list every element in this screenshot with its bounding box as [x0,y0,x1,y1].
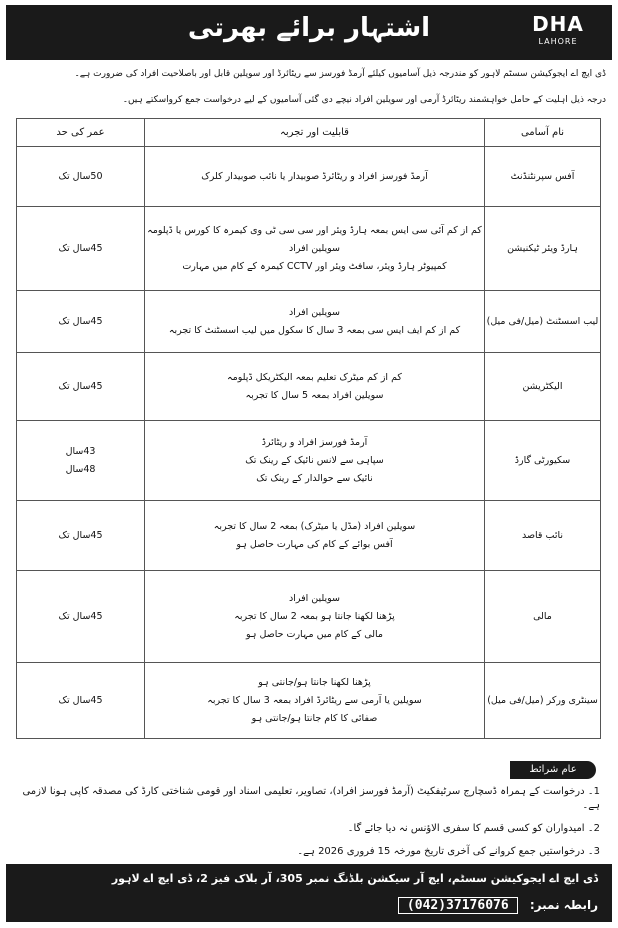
qualification-line: سویلین یا آرمی سے ریٹائرڈ افراد بمعہ 3 سال کا تجربہ [207,694,422,706]
age-value: 45سال تک [58,529,103,541]
age-value: 45سال تک [58,380,103,392]
age-value: 43سال [65,445,96,457]
qualification-line: کمپیوٹر ہارڈ ویئر، سافٹ ویئر اور CCTV کیمرہ کے کام میں مہارت [182,260,447,272]
qualification-line: کم از کم ایف ایس سی بمعہ 3 سال کا سکول میں لیب اسسٹنٹ کا تجربہ [168,324,461,336]
qualification-line: پڑھنا لکھنا جانتا ہو/جانتی ہو [258,676,371,688]
age-limit [17,501,145,571]
age-value: 45سال تک [58,315,103,327]
contact-label: رابطہ نمبر: [529,898,598,912]
post-name: لیب اسسٹنٹ (میل/فی میل) [485,291,601,353]
post-name: سینٹری ورکر (میل/فی میل) [485,663,601,739]
qualification-line: سویلین افراد [288,592,341,604]
qualification-line: نائیک سے حوالدار کے رینک تک [256,472,373,484]
age-limit [17,663,145,739]
table-header-row [17,119,601,147]
footer-banner [6,864,612,922]
post-name: الیکٹریشن [485,353,601,421]
qualification-cell [145,571,485,663]
qualification-line: پڑھنا لکھنا جانتا ہو بمعہ 2 سال کا تجربہ [234,610,395,622]
qualification-line: سویلین افراد [288,242,341,254]
post-name: ہارڈ ویئر ٹیکنیشن [485,207,601,291]
header-age: عمر کی حد [17,119,145,147]
qualification-cell [145,663,485,739]
page-title: اشتہار برائے بھرتی [187,13,431,43]
qualification-cell [145,353,485,421]
table-row [17,207,601,291]
age-value: 45سال تک [58,610,103,622]
qualification-line: آفس بوائے کے کام کی مہارت حاصل ہو [236,538,393,550]
intro-line-1: ڈی ایچ اے ایجوکیشن سسٹم لاہور کو مندرجہ ذیل آسامیوں کیلئے آرمڈ فورسز سے ریٹائرڈ اور سویلین قابل اور باصلاحیت افراد کی ضرورت ہے۔ [74,69,606,79]
footer-contact [20,897,598,914]
qualification-line: سویلین افراد (مڈل یا میٹرک) بمعہ 2 سال کا تجربہ [213,520,416,532]
post-name: آفس سپرنٹنڈنٹ [485,147,601,207]
qualification-line: کم از کم میٹرک تعلیم بمعہ الیکٹریکل ڈپلومہ [227,371,402,383]
age-value: 48سال [65,463,96,475]
qualification-cell [145,291,485,353]
table-row [17,571,601,663]
general-terms-label: عام شرائط [510,761,596,779]
header-post: نام آسامی [485,119,601,147]
contact-phone: (042)37176076 [398,897,518,914]
age-value: 45سال تک [58,694,103,706]
qualification-line: آرمڈ فورسز افراد و ریٹائرڈ [261,436,368,448]
header-qualification: قابلیت اور تجربہ [145,119,485,147]
qualification-cell [145,207,485,291]
table-row [17,291,601,353]
qualification-line: سویلین افراد بمعہ 5 سال کا تجربہ [245,389,384,401]
qualification-line: آرمڈ فورسز افراد و ریٹائرڈ صوبیدار یا نائب صوبیدار کلرک [201,170,428,182]
table-row [17,421,601,501]
age-limit [17,353,145,421]
age-limit [17,291,145,353]
qualification-line: سویلین افراد [288,306,341,318]
age-value: 45سال تک [58,242,103,254]
qualification-cell [145,147,485,207]
qualification-line: سپاہی سے لانس نائیک کے رینک تک [245,454,384,466]
table-row [17,353,601,421]
age-value: 50سال تک [58,170,103,182]
qualification-cell [145,421,485,501]
term-item: 2۔ امیدواران کو کسی قسم کا سفری الاؤنس نہ دیا جائے گا۔ [347,823,600,834]
logo-mark: DHA [532,12,584,36]
post-name: سکیورٹی گارڈ [485,421,601,501]
table-row [17,663,601,739]
table-row [17,147,601,207]
term-item: 3۔ درخواستیں جمع کروانے کی آخری تاریخ مورخہ 15 فروری 2026 ہے۔ [297,846,600,857]
header-banner [6,5,612,60]
qualification-line: صفائی کا کام جانتا ہو/جانتی ہو [251,712,378,724]
table-row [17,501,601,571]
footer-address: ڈی ایچ اے ایجوکیشن سسٹم، ایچ آر سیکشن بلڈنگ نمبر 305، آر بلاک فیز 2، ڈی ایچ اے لاہور [111,872,598,885]
age-limit [17,421,145,501]
term-item: 1۔ درخواست کے ہمراہ ڈسچارج سرٹیفکیٹ (آرمڈ فورسز افراد)، تصاویر، تعلیمی اسناد اور قومی شناختی کارڈ کی مصدقہ کاپی ہونا لازمی ہے۔ [22,786,600,811]
qualification-line: کم از کم آئی سی ایس بمعہ ہارڈ ویئر اور سی سی ٹی وی کیمرہ کا کورس یا ڈپلومہ [147,224,482,236]
post-name: مالی [485,571,601,663]
qualification-line: مالی کے کام میں مہارت حاصل ہو [245,628,384,640]
post-name: نائب قاصد [485,501,601,571]
age-limit [17,147,145,207]
qualification-cell [145,501,485,571]
age-limit [17,207,145,291]
general-terms [14,785,600,868]
vacancies-table [16,118,601,739]
logo-city: LAHORE [538,37,578,46]
intro-line-2: درجہ ذیل اہلیت کے حامل خواہشمند ریٹائرڈ آرمی اور سویلین افراد نیچے دی گئی آسامیوں کے لیے درخواست جمع کرواسکتے ہیں۔ [122,95,606,105]
age-limit [17,571,145,663]
dha-logo [530,13,586,53]
